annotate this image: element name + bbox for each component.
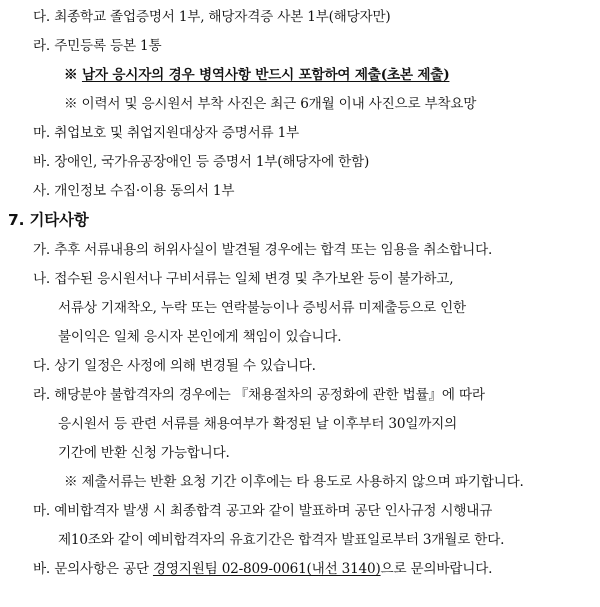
- doc-item-ra: [33, 37, 593, 55]
- item-text: 주민등록 등본 1통: [54, 38, 162, 54]
- misc-item-ra: [33, 386, 593, 404]
- misc-item-ma: [33, 502, 598, 520]
- item-marker: 사.: [33, 183, 51, 199]
- note-text: 남자 응시자의 경우 병역사항 반드시 포함하여 제출(초본 제출): [81, 67, 450, 83]
- item-text-prefix: 문의사항은 공단: [54, 561, 153, 577]
- item-text: 해당분야 불합격자의 경우에는 『채용절차의 공정화에 관한 법률』에 따라: [54, 387, 485, 403]
- note-marker: ※: [64, 474, 78, 490]
- note-military-service: [64, 66, 594, 84]
- item-text: 접수된 응시원서나 구비서류는 일체 변경 및 추가보완 등이 불가하고,: [54, 271, 454, 287]
- note-document-return: [64, 473, 594, 491]
- misc-item-ra-line3: 기간에 반환 신청 가능합니다.: [58, 445, 230, 461]
- note-marker: ※: [64, 67, 78, 83]
- item-marker: 마.: [33, 125, 51, 141]
- item-text: 최종학교 졸업증명서 1부, 해당자격증 사본 1부(해당자만): [54, 9, 391, 25]
- note-photo: [64, 95, 594, 113]
- misc-item-ga: [33, 241, 598, 259]
- misc-item-ba: [33, 560, 593, 578]
- item-marker: 가.: [33, 242, 51, 258]
- item-marker: 마.: [33, 503, 51, 519]
- item-marker: 바.: [33, 561, 51, 577]
- misc-item-na: [33, 270, 593, 288]
- item-marker: 나.: [33, 271, 51, 287]
- item-text: 예비합격자 발생 시 최종합격 공고와 같이 발표하며 공단 인사규정 시행내규: [54, 503, 493, 519]
- item-text: 개인정보 수집·이용 동의서 1부: [54, 183, 235, 199]
- misc-item-na-line2: 서류상 기재착오, 누락 또는 연락불능이나 증빙서류 미제출등으로 인한: [58, 300, 466, 316]
- item-text: 추후 서류내용의 허위사실이 발견될 경우에는 합격 또는 임용을 취소합니다.: [54, 242, 493, 258]
- item-marker: 다.: [33, 9, 51, 25]
- note-marker: ※: [64, 96, 78, 112]
- item-marker: 다.: [33, 358, 51, 374]
- item-text: 장애인, 국가유공장애인 등 증명서 1부(해당자에 한함): [54, 154, 370, 170]
- doc-item-da: [33, 8, 593, 26]
- note-text: 제출서류는 반환 요청 기간 이후에는 타 용도로 사용하지 않으며 파기합니다.: [81, 474, 524, 490]
- note-text: 이력서 및 응시원서 부착 사진은 최근 6개월 이내 사진으로 부착요망: [81, 96, 477, 112]
- item-marker: 라.: [33, 38, 51, 54]
- doc-item-ma: [33, 124, 593, 142]
- misc-item-da: [33, 357, 593, 375]
- doc-item-sa: [33, 182, 593, 200]
- contact-info: 경영지원팀 02-809-0061(내선 3140): [152, 561, 381, 577]
- item-marker: 바.: [33, 154, 51, 170]
- doc-item-ba: [33, 153, 593, 171]
- item-text-suffix: 으로 문의바랍니다.: [380, 561, 493, 577]
- misc-item-ra-line2: 응시원서 등 관련 서류를 채용여부가 확정된 날 이후부터 30일까지의: [58, 416, 458, 432]
- section-heading: 7. 기타사항: [8, 211, 89, 229]
- item-text: 상기 일정은 사정에 의해 변경될 수 있습니다.: [54, 358, 316, 374]
- item-marker: 라.: [33, 387, 51, 403]
- misc-item-ma-line2: 제10조와 같이 예비합격자의 유효기간은 합격자 발표일로부터 3개월로 한다.: [58, 532, 505, 548]
- item-text: 취업보호 및 취업지원대상자 증명서류 1부: [54, 125, 299, 141]
- misc-item-na-line3: 불이익은 일체 응시자 본인에게 책임이 있습니다.: [58, 329, 342, 345]
